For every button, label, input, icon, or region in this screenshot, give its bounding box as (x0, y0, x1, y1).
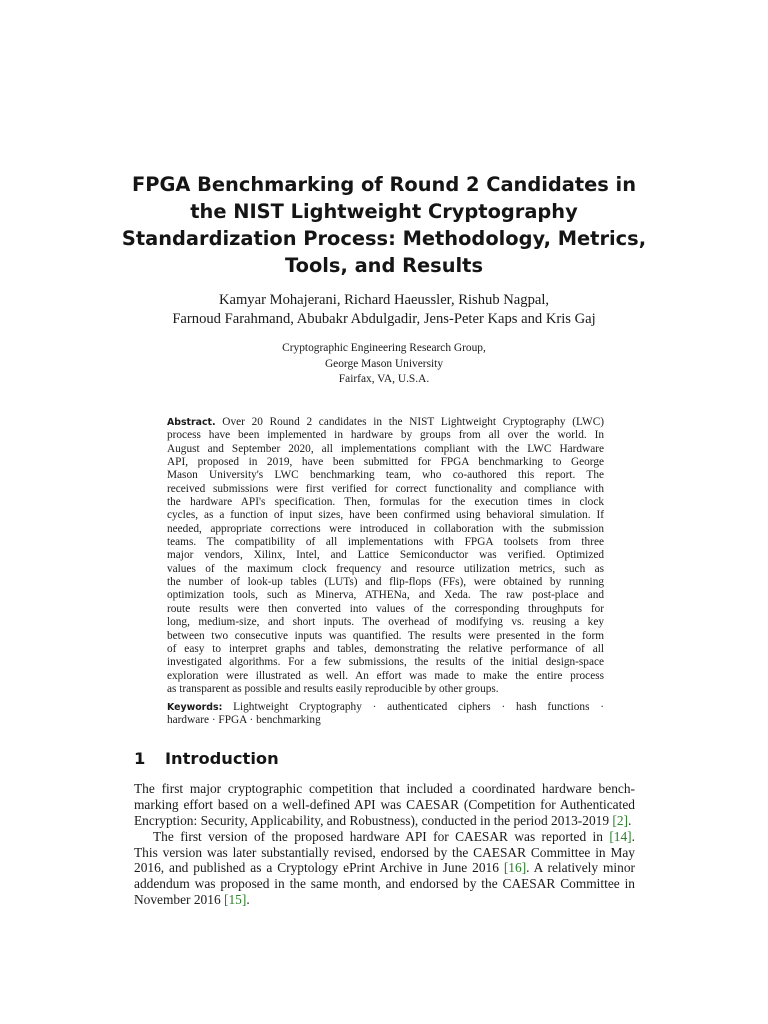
affiliation (100, 341, 668, 388)
abstract-line: exploration were illustrated as well. An effort was made to make the entire process (167, 669, 604, 682)
abstract-line: route results were then converted into values of the corresponding throughputs for (167, 602, 604, 615)
paragraph-text: Encryption: Security, Applicability, and Robustness), conducted in the period 2013-2019 (134, 812, 613, 828)
abstract-line: Mason University's LWC benchmarking team, who co-authored this report. The (167, 469, 604, 482)
title-line: the NIST Lightweight Cryptography (190, 200, 578, 223)
abstract-line: values of the maximum clock frequency and resource utilization metrics, such as (167, 562, 604, 575)
keywords-text: Lightweight Cryptography · authenticated ciphers · hash functions · (233, 701, 604, 713)
affiliation-line: Cryptographic Engineering Research Group, (282, 342, 486, 354)
abstract-line: between two consecutive inputs was quantified. The results were presented in the form (167, 629, 604, 642)
paragraph-line (134, 813, 635, 829)
author-list (100, 291, 668, 329)
paragraph-line: This version was later substantially revised, endorsed by the CAESAR Committee in May (134, 844, 635, 860)
keywords-line: hardware · FPGA · benchmarking (167, 714, 321, 727)
abstract-line: received submissions were first verified for correct functionality and compliance with (167, 482, 604, 495)
abstract (167, 416, 604, 696)
paragraph-text: . A relatively minor (526, 860, 635, 876)
abstract-line: optimization tools, such as Minerva, ATHENa, and Xeda. The raw post-place and (167, 589, 604, 602)
paragraph-text: . (628, 812, 632, 828)
abstract-line: the hardware API's specification. Then, formulas for the execution times in clock (167, 496, 604, 509)
paragraph-text: . (631, 828, 635, 844)
title-line: Tools, and Results (284, 254, 483, 277)
abstract-line: the number of look-up tables (LUTs) and flip-flops (FFs), were obtained by running (167, 576, 604, 589)
paragraph-line (134, 860, 635, 876)
paragraph-line (134, 829, 635, 845)
paragraph-text: November 2016 (134, 892, 224, 908)
paragraph-text: The first version of the proposed hardware API for CAESAR was reported in (153, 828, 610, 844)
keywords-label: Keywords: (167, 702, 223, 713)
affiliation-line: Fairfax, VA, U.S.A. (338, 373, 430, 385)
keywords-line (167, 701, 604, 714)
paper-title (100, 171, 668, 279)
abstract-text: Over 20 Round 2 candidates in the NIST Lightweight Cryptography (LWC) (222, 416, 604, 428)
abstract-line: August and September 2020, all implementations compliant with the LWC Hardware (167, 442, 604, 455)
citation-link[interactable]: [15] (224, 892, 247, 908)
abstract-line: investigated algorithms. For a few submissions, the results of the initial design-space (167, 656, 604, 669)
abstract-line: teams. The compatibility of all implementations with FPGA toolsets from three (167, 536, 604, 549)
abstract-line: of easy to interpret graphs and tables, demonstrating the relative performance of all (167, 642, 604, 655)
body-text (134, 781, 635, 908)
title-line: FPGA Benchmarking of Round 2 Candidates in (131, 173, 636, 196)
paragraph-line: The first major cryptographic competition that included a coordinated hardware bench- (134, 781, 635, 796)
section-number: 1 (134, 749, 146, 768)
author-line: Kamyar Mohajerani, Richard Haeussler, Rishub Nagpal, (218, 292, 550, 308)
section-heading (134, 748, 279, 770)
author-line: Farnoud Farahmand, Abubakr Abdulgadir, Jens-Peter Kaps and Kris Gaj (172, 311, 596, 327)
citation-link[interactable]: [2] (612, 812, 629, 828)
citation-link[interactable]: [16] (503, 860, 527, 876)
abstract-line (167, 416, 604, 429)
abstract-line: major vendors, Xilinx, Intel, and Lattice Semiconductor was verified. Optimized (167, 549, 604, 562)
paragraph-text: 2016, and published as a Cryptology ePrint Archive in June 2016 (134, 860, 504, 876)
abstract-line: process have been implemented in hardware by groups from all over the world. In (167, 429, 604, 442)
section-title: Introduction (165, 749, 279, 768)
paragraph-line: addendum was proposed in the same month, and endorsed by the CAESAR Committee in (134, 876, 635, 892)
paragraph-line: marking effort based on a well-defined API was CAESAR (Competition for Authenticated (134, 796, 635, 812)
abstract-line: long, medium-size, and short inputs. The overhead of modifying vs. reusing a key (167, 616, 604, 629)
citation-link[interactable]: [14] (609, 828, 632, 844)
paragraph-text: . (246, 892, 250, 908)
keywords (167, 701, 604, 728)
abstract-label: Abstract. (167, 417, 216, 428)
affiliation-line: George Mason University (324, 357, 444, 370)
abstract-line: needed, appropriate corrections were introduced in collaboration with the submission (167, 522, 604, 535)
abstract-line: cycles, as a function of input sizes, have been confirmed using behavioral simulation. If (167, 509, 604, 522)
abstract-line: API, proposed in 2019, have been submitted for FPGA benchmarking to George (167, 456, 604, 469)
paragraph-line (134, 892, 635, 908)
title-line: Standardization Process: Methodology, Metrics, (121, 227, 647, 250)
abstract-line: as transparent as possible and results easily reproducible by other groups. (167, 682, 499, 695)
